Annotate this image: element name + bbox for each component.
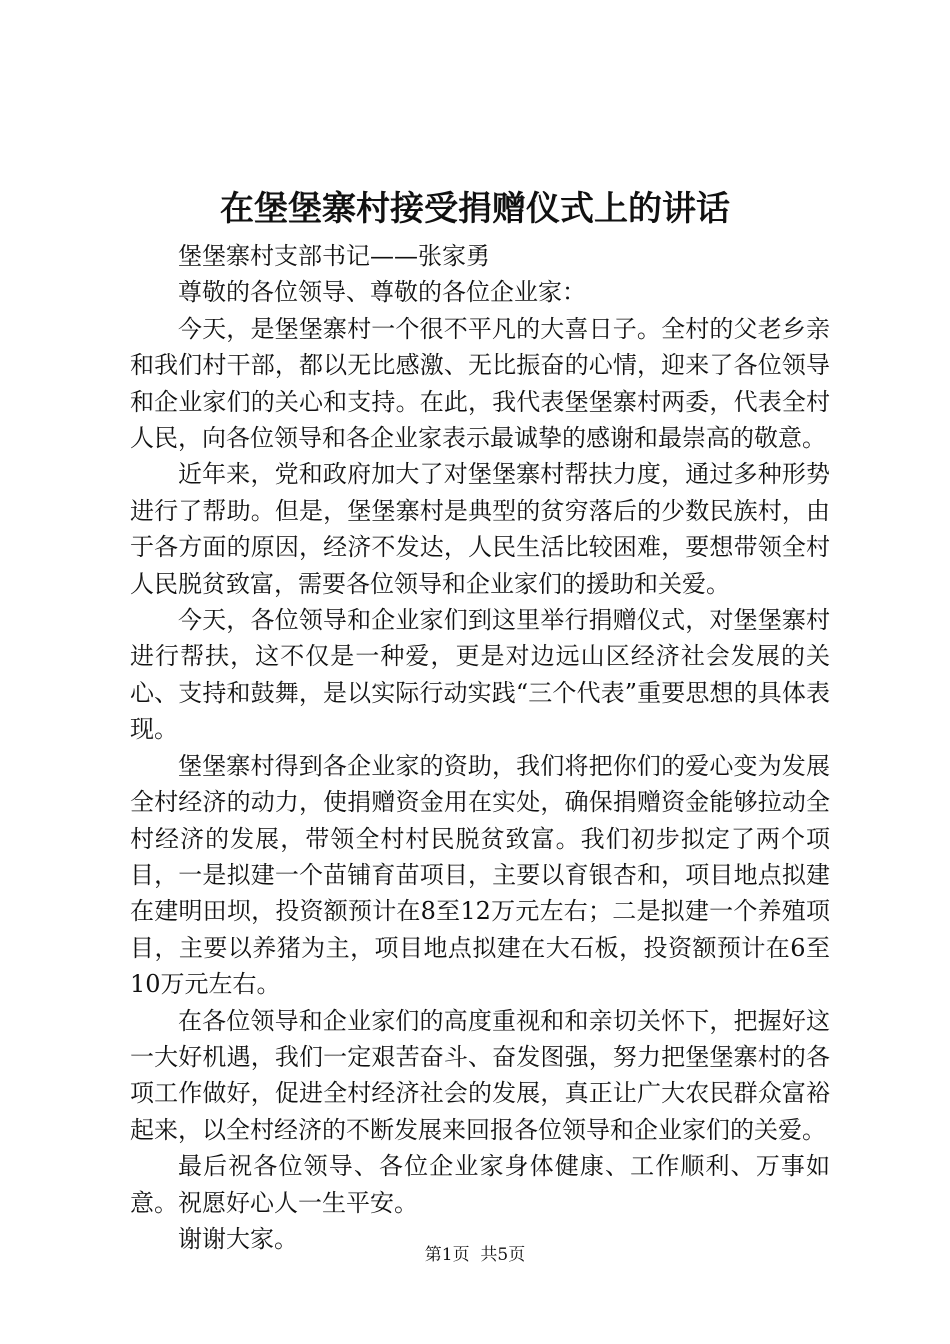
paragraph-1: 今天，是堡堡寨村一个很不平凡的大喜日子。全村的父老乡亲和我们村干部，都以无比感激、无比振奋的心情，迎来了各位领导和企业家们的关心和支持。在此，我代表堡堡寨村两委，代表全村人民，向各位领导和各企业家表示最诚挚的感谢和最崇高的敬意。 [130,314,830,453]
document-body [130,238,830,1257]
paragraph-4: 堡堡寨村得到各企业家的资助，我们将把你们的爱心变为发展全村经济的动力，使捐赠资金用在实处，确保捐赠资金能够拉动全村经济的发展，带领全村村民脱贫致富。我们初步拟定了两个项目，一是拟建一个苗铺育苗项目，主要以育银杏和，项目地点拟建在建明田坝，投资额预计在8至12万元左右；二是拟建一个养殖项目，主要以养猪为主，项目地点拟建在大石板，投资额预计在6至10万元左右。 [130,751,830,999]
paragraph-2: 近年来，党和政府加大了对堡堡寨村帮扶力度，通过多种形势进行了帮助。但是，堡堡寨村是典型的贫穷落后的少数民族村，由于各方面的原因，经济不发达，人民生活比较困难，要想带领全村人民脱贫致富，需要各位领导和企业家们的援助和关爱。 [130,460,830,598]
paragraph-5: 在各位领导和企业家们的高度重视和和亲切关怀下，把握好这一大好机遇，我们一定艰苦奋斗、奋发图强，努力把堡堡寨村的各项工作做好，促进全村经济社会的发展，真正让广大农民群众富裕起来，以全村经济的不断发展来回报各位领导和企业家们的关爱。 [130,1006,830,1144]
byline: 堡堡寨村支部书记——张家勇 [178,242,490,270]
salutation: 尊敬的各位领导、尊敬的各位企业家： [178,278,586,307]
paragraph-3: 今天，各位领导和企业家们到这里举行捐赠仪式，对堡堡寨村进行帮扶，这不仅是一种爱，更是对边远山区经济社会发展的关心、支持和鼓舞，是以实际行动实践“三个代表”重要思想的具体表现。 [130,606,830,744]
page-number: 第1页 共5页 [424,1245,526,1265]
page-footer [0,1244,950,1266]
paragraph-7: 谢谢大家。 [178,1224,298,1253]
paragraph-6: 最后祝各位领导、各位企业家身体健康、工作顺利、万事如意。祝愿好心人一生平安。 [130,1152,830,1217]
document-title: 在堡堡寨村接受捐赠仪式上的讲话 [220,189,730,229]
